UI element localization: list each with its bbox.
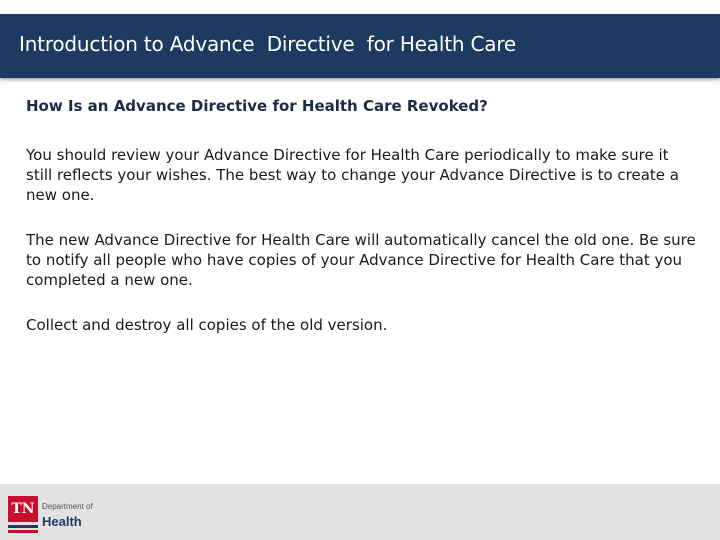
health-label: Health <box>42 514 82 529</box>
footer <box>0 484 720 540</box>
department-label: Department of <box>42 502 93 511</box>
paragraph-new-directive: The new Advance Directive for Health Care will automatically cancel the old one. Be sure to notify all people who have copies of your Advance Directive for Health Care that you completed a new one. <box>26 231 696 289</box>
logo-stripe-blue <box>8 525 38 528</box>
paragraph-review: You should review your Advance Directive for Health Care periodically to make sure it still reflects your wishes. The best way to change your Advance Directive is to create a new one. <box>26 146 679 204</box>
paragraph-destroy-copies: Collect and destroy all copies of the old version. <box>26 316 388 334</box>
slide-title: Introduction to Advance Directive for Health Care <box>19 32 517 56</box>
subheading: How Is an Advance Directive for Health Care Revoked? <box>26 97 488 115</box>
slide-body <box>26 97 696 335</box>
logo-stripe-red <box>8 530 38 533</box>
title-bar <box>0 14 720 78</box>
tn-health-logo <box>8 496 108 534</box>
tn-logo-mark: TN <box>8 496 38 522</box>
